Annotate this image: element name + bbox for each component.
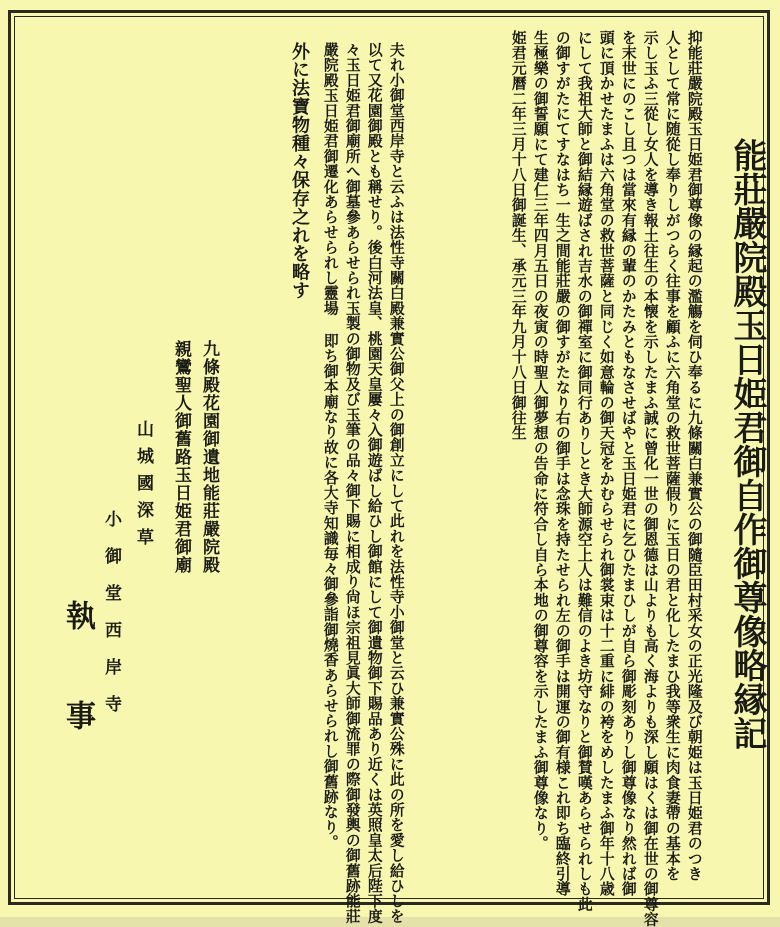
- body-line-4: を末世にのこし且つは當來有縁の輩のかたみともなさせばやと玉日姫君に乞ひたまひしが自ら御彫刻ありし御尊像なり然れば御: [619, 30, 637, 897]
- body-line-3: 示し玉ふ三從し女人を導き報土往生の本懐を示したまふ誠に曾化一世の御恩德は山よりも高く海よりも深し願はくは御在世の御尊容: [641, 30, 659, 927]
- colophon-line-5: 執事: [60, 600, 95, 800]
- body-line-7: の御すがたにてすなはち一生之間能莊嚴の御すがたなり右の御手は念珠を持たせられ左の御手は開運の御有様これ即ち臨終引導: [553, 30, 571, 897]
- body2-line-2: 以て又花園御殿とも稱せり。後白河法皇、桃園天皇屢々入御遊ばし給ひし御館にして御遺物御下賜品あり近くは英照皇太后陛下度: [365, 42, 383, 924]
- body-line-9: 姫君元曆二年三月十八日御誕生、承元三年九月十八日御往生: [509, 30, 527, 441]
- body2-line-1: 夫れ小御堂西岸寺と云ふは法性寺關白殿兼實公御父上の御創立にして此れを法性寺小御堂と云ひ兼實公殊に此の所を愛し給ひしを: [387, 42, 405, 924]
- colophon-line-1: 九條殿花園御遺地能莊嚴院殿: [199, 340, 219, 574]
- colophon-line-2: 親鸞聖人御舊路玉日姫君御廟: [171, 340, 191, 574]
- body-line-1: 抑能莊嚴院殿玉日姫君御尊像の縁起の濫觴を伺ひ奉るに九條關白兼實公の御隨臣田村采女の正光隆及び朝姫は玉日姫君のつき: [685, 30, 703, 882]
- colophon-line-4: 小御堂西岸寺: [101, 510, 121, 732]
- body2-line-3: 々玉日姫君御廟所へ御墓參あらせられ玉製の御物及び玉筆の品々御下賜に相成り尙ほ宗祖見眞大師御流罪の際御發輿の御舊跡能莊: [343, 42, 361, 924]
- body2-line-5: 外に法寶物種々保存之れを略す: [289, 42, 310, 300]
- body-line-5: 頭に頂かせたまふは六角堂の救世菩薩と同じく如意輪の御天冠をかむらせられ御裳束は十二重に緋の袴をめしたまふ御年十八歳: [597, 30, 615, 897]
- body-line-2: 人として常に随從し奉りしがつらく往事を顧ふに六角堂の救世菩薩假りに玉日の君と化したまひ我等衆生に肉食妻帶の基本を: [663, 30, 681, 882]
- document-title: 能莊嚴院殿玉日姫君御自作御尊像略縁記: [727, 138, 767, 750]
- body2-line-4: 嚴院殿玉日姫君御遷化あらせられし靈場 即ち御本廟なり故に各大寺知識毎々御參詣御燒香あらせられし御舊跡なり。: [321, 42, 339, 850]
- body-line-6: にして我祖大師と御結縁遊ばされ吉水の御禪室に御同行ありしとき大師源空上人は難信のよき坊守なりと御賛嘆あらせられしも此: [575, 30, 593, 912]
- colophon-line-3: 山城國深草: [133, 420, 153, 555]
- body-line-8: 生極樂の御誓願にて建仁三年四月五日の夜寅の時聖人御夢想の告命に符合し自ら本地の御尊容を示したまふ御尊像なり。: [531, 30, 549, 851]
